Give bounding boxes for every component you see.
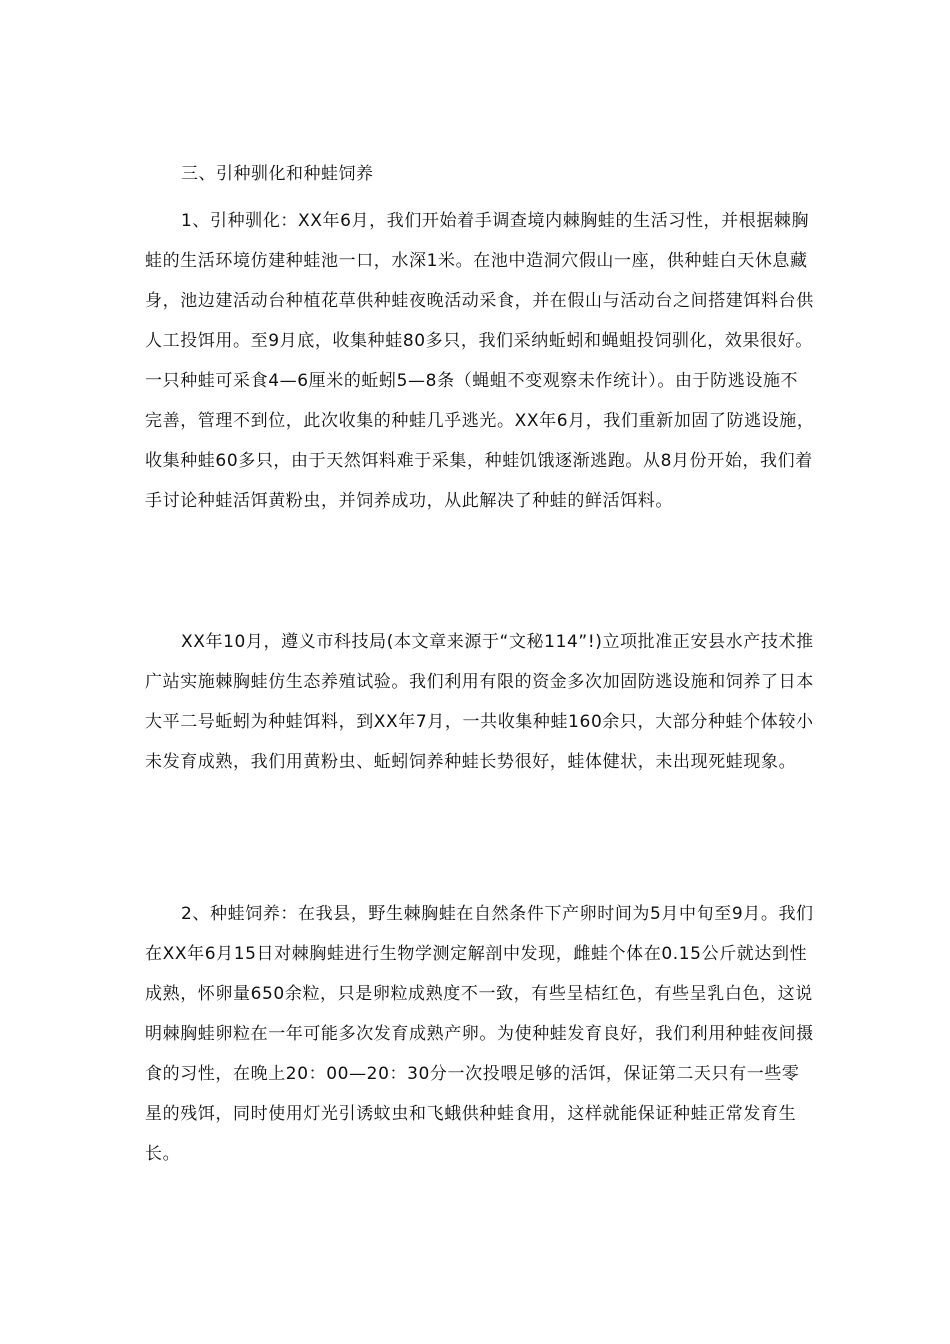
section-heading: 三、引种驯化和种蛙饲养 — [181, 164, 374, 184]
paragraph-breeder-feeding: 2、种蛙饲养：在我县，野生棘胸蛙在自然条件下产卵时间为5月中旬至9月。我们在XX年6月15日对棘胸蛙进行生物学测定解剖中发现，雌蛙个体在0.15公斤就达到性成熟，怀卵量650余粒，只是卵粒成熟度不一致，有些呈桔红色，有些呈乳白色，这说明棘胸蛙卵粒在一年可能多次发育成熟产卵。为使种蛙发育良好，我们利用种蛙夜间摄食的习性，在晚上20：00—20：30分一次投喂足够的活饵，保证第二天只有一些零星的残饵，同时使用灯光引诱蚊虫和飞蛾供种蛙食用，这样就能保证种蛙正常发育生长。 — [145, 904, 814, 1164]
paragraph-project-approval: XX年10月，遵义市科技局(本文章来源于“文秘114”!)立项批准正安县水产技术推广站实施棘胸蛙仿生态养殖试验。我们利用有限的资金多次加固防逃设施和饲养了日本大平二号蚯蚓为种蛙饵料，到XX年7月，一共收集种蛙160余只，大部分种蛙个体较小未发育成熟，我们用黄粉虫、蚯蚓饲养种蛙长势很好，蛙体健状，未出现死蛙现象。 — [145, 632, 814, 772]
paragraph-introduction-domestication: 1、引种驯化：XX年6月，我们开始着手调查境内棘胸蛙的生活习性，并根据棘胸蛙的生活环境仿建种蛙池一口，水深1米。在池中造洞穴假山一座，供种蛙白天休息藏身，池边建活动台种植花草供种蛙夜晚活动采食，并在假山与活动台之间搭建饵料台供人工投饵用。至9月底，收集种蛙80多只，我们采纳蚯蚓和蝇蛆投饲驯化，效果很好。一只种蛙可采食4—6厘米的蚯蚓5—8条（蝇蛆不变观察未作统计）。由于防逃设施不完善，管理不到位，此次收集的种蛙几乎逃光。XX年6月，我们重新加固了防逃设施，收集种蛙60多只，由于天然饵料难于采集，种蛙饥饿逐渐逃跑。从8月份开始，我们着手讨论种蛙活饵黄粉虫，并饲养成功，从此解决了种蛙的鲜活饵料。 — [145, 211, 815, 511]
